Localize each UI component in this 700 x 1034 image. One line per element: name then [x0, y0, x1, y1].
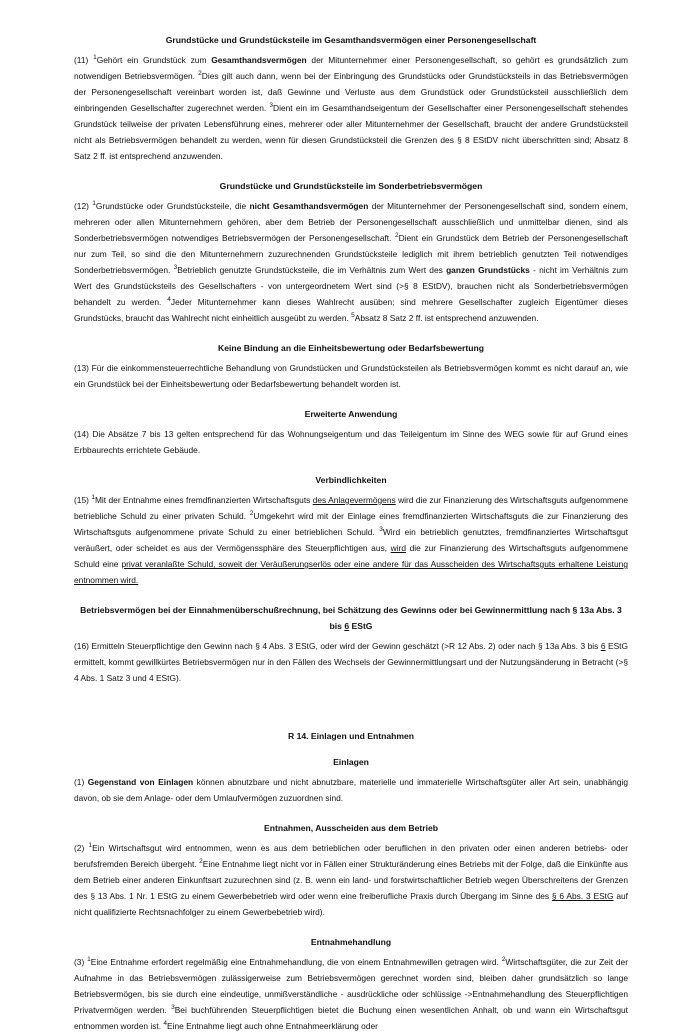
- paragraph-11: (11) $^1$Gehört ein Grundstück zum Gesamthandsvermögen der Mitunternehmer einer Personengesellschaft, so gehört es grundsätzlich zum notwendigen Betriebsvermögen. $^2$Dies gilt auch dann, wenn bei der Einbringung des Grundstücks oder Grundstücksteils in das Betriebsvermögen der Personengesellschaft vereinbart worden ist, daß Gewinne und Verluste aus dem Grundstück oder Grundstücksteil ausschließlich dem einbringenden Gesellschafter zugerechnet werden. $^3$Dient ein im Gesamthandseigentum der Gesellschafter einer Personengesellschaft stehendes Grundstück teilweise der privaten Lebensführung eines, mehrerer oder aller Mitunternehmer der Gesellschaft, braucht der andere Grundstücksteil nicht als Betriebsvermögen behandelt zu werden, wenn für diesen Grundstücksteil die Grenzen des § 8 EStDV nicht überschritten sind; Absatz 8 Satz 2 ff. ist entsprechend anzuwenden.: [74, 54, 629, 161]
- paragraph-12: (12) $^1$Grundstücke oder Grundstücksteile, die nicht Gesamthandsvermögen der Mitunternehmer der Personengesellschaft sind, sondern einem, mehreren oder allen Mitunternehmern gehören, aber dem Betrieb der Personengesellschaft ausschließlich und unmittelbar dienen, sind als Sonderbetriebsvermögen notwendiges Betriebsvermögen der Personengesellschaft. $^2$Dient ein Grundstück dem Betrieb der Personengesellschaft nur zum Teil, so sind die den Mitunternehmern zuzurechnenden Grundstücksteile lediglich mit ihrem betrieblich genutzten Teil notwendiges Sonderbetriebsvermögen. $^3$Betrieblich genutzte Grundstücksteile, die im Verhältnis zum Wert des ganzen Grundstücks - nicht im Verhältnis zum Wert des Grundstücksteils des Gesellschafters - von untergeordnetem Wert sind (>§ 8 EStDV), brauchen nicht als Sonderbetriebsvermögen behandelt zu werden. $^4$Jeder Mitunternehmer kann dieses Wahlrecht ausüben; sind mehrere Gesellschafter zugleich Eigentümer dieses Grundstücks, braucht das Wahlrecht nicht einheitlich ausgeübt zu werden. $^5$Absatz 8 Satz 2 ff. ist entsprechend anzuwenden.: [74, 200, 628, 323]
- spacer: [74, 700, 628, 728]
- heading-r14: R 14. Einlagen und Entnahmen: [287, 731, 415, 741]
- heading-sonderbetriebsvermoegen: Grundstücke und Grundstücksteile im Sonderbetriebsvermögen: [219, 181, 483, 191]
- link-anlagevermoegen[interactable]: des Anlagevermögens: [312, 495, 396, 505]
- paragraph-15: (15) $^1$Mit der Entnahme eines fremdfinanzierten Wirtschaftsguts des Anlagevermögens wird die zur Finanzierung des Wirtschaftsguts aufgenommene betriebliche Schuld zu einer privaten Schuld. $^2$Umgekehrt wird mit der Einlage eines fremdfinanzierten Wirtschaftsguts die zur Finanzierung des Wirtschaftsguts aufgenommene private Schuld zu einer betrieblichen Schuld. $^3$Wird ein betrieblich genutztes, fremdfinanziertes Wirtschaftsgut veräußert, oder scheidet es aus der Vermögenssphäre des Steuerpflichtigen aus, wird die zur Finanzierung des Wirtschaftsguts aufgenommene Schuld eine privat veranlaßte Schuld, soweit der Veräußerungserlös oder eine andere für das Ausscheiden des Wirtschaftsguts erhaltene Leistung entnommen wird.: [74, 494, 628, 585]
- paragraph-r14-1: (1) Gegenstand von Einlagen können abnutzbare und nicht abnutzbare, materielle und immaterielle Wirtschaftsgüter aller Art sein, unabhängig davon, ob sie dem Anlage- oder dem Umlaufvermögen zuzuordnen sind.: [74, 777, 629, 803]
- heading-verbindlichkeiten: Verbindlichkeiten: [315, 475, 387, 485]
- paragraph-13: (13) Für die einkommensteuerrechtliche Behandlung von Grundstücken und Grundstücksteilen als Betriebsvermögen kommt es nicht darauf an, wie ein Grundstück bei der Einheitsbewertung oder Bedarfsbewertung behandelt worden ist.: [74, 363, 628, 389]
- paragraph-14: (14) Die Absätze 7 bis 13 gelten entsprechend für das Wohnungseigentum und das Teileigentum im Sinne des WEG sowie für auf Grund eines Erbbaurechts errichtete Gebäude.: [74, 429, 628, 455]
- heading-entnahmehandlung: Entnahmehandlung: [310, 937, 392, 947]
- paragraph-16: (16) Ermitteln Steuerpflichtige den Gewinn nach § 4 Abs. 3 EStG, oder wird der Gewinn geschätzt (>R 12 Abs. 2) oder nach § 13a Abs. 3 bis 6 EStG ermittelt, kommt gewillkürtes Betriebsvermögen nur in den Fällen des Wechsels der Gewinnermittlungsart und der Nutzungsänderung in Betracht (>§ 4 Abs. 1 Satz 3 und 4 EStG).: [74, 641, 628, 683]
- heading-einnahmenueberschuss: Betriebsvermögen bei der Einnahmenüberschußrechnung, bei Schätzung des Gewinns oder bei Gewinnermittlung nach § 13a Abs. 3 bis 6 EStG: [80, 605, 622, 631]
- heading-keine-bindung: Keine Bindung an die Einheitsbewertung oder Bedarfsbewertung: [218, 343, 484, 353]
- heading-gesamthandsvermoegen: Grundstücke und Grundstücksteile im Gesamthandsvermögen einer Personengesellschaft: [165, 35, 537, 45]
- paragraph-r14-3: (3) $^1$Eine Entnahme erfordert regelmäßig eine Entnahmehandlung, die von einem Entnahmewillen getragen wird. $^2$Wirtschaftsgüter, die zur Zeit der Aufnahme in das Betriebsvermögen zulässigerweise zum Betriebsvermögen gerechnet worden sind, bleiben daher grundsätzlich so lange Betriebsvermögen, bis sie durch eine eindeutige, unmißverständliche - ausdrückliche oder schlüssige ->Entnahmehandlung des Steuerpflichtigen Privatvermögen werden. $^3$Bei buchführenden Steuerpflichtigen bietet die Buchung einen wesentlichen Anhalt, ob und wann ein Wirtschaftsgut entnommen worden ist. $^4$Eine Entnahme liegt auch ohne Entnahmeerklärung oder: [74, 956, 628, 1031]
- heading-einlagen: Einlagen: [333, 757, 369, 767]
- heading-erweiterte-anwendung: Erweiterte Anwendung: [304, 409, 398, 419]
- heading-entnahmen: Entnahmen, Ausscheiden aus dem Betrieb: [264, 823, 438, 833]
- link-6-abs-3[interactable]: § 6 Abs. 3 EStG: [551, 891, 614, 901]
- paragraph-r14-2: (2) $^1$Ein Wirtschaftsgut wird entnommen, wenn es aus dem betrieblichen oder beruflichen in den privaten oder einen anderen betriebs- oder berufsfremden Bereich übergeht. $^2$Eine Entnahme liegt nicht vor in Fällen einer Strukturänderung eines Betriebs mit der Folge, daß die Einkünfte aus dem Betrieb einer anderen Einkunftsart zuzurechnen sind (z. B. wenn ein land- und forstwirtschaftlicher Betrieb wegen Überschreitens der Grenzen des § 13 Abs. 1 Nr. 1 EStG zu einem Gewerbebetrieb wird oder wenn eine freiberufliche Praxis durch Übergang im Sinne des § 6 Abs. 3 EStG auf nicht qualifizierte Rechtsnachfolger zu einem Gewerbebetrieb wird).: [74, 842, 628, 917]
